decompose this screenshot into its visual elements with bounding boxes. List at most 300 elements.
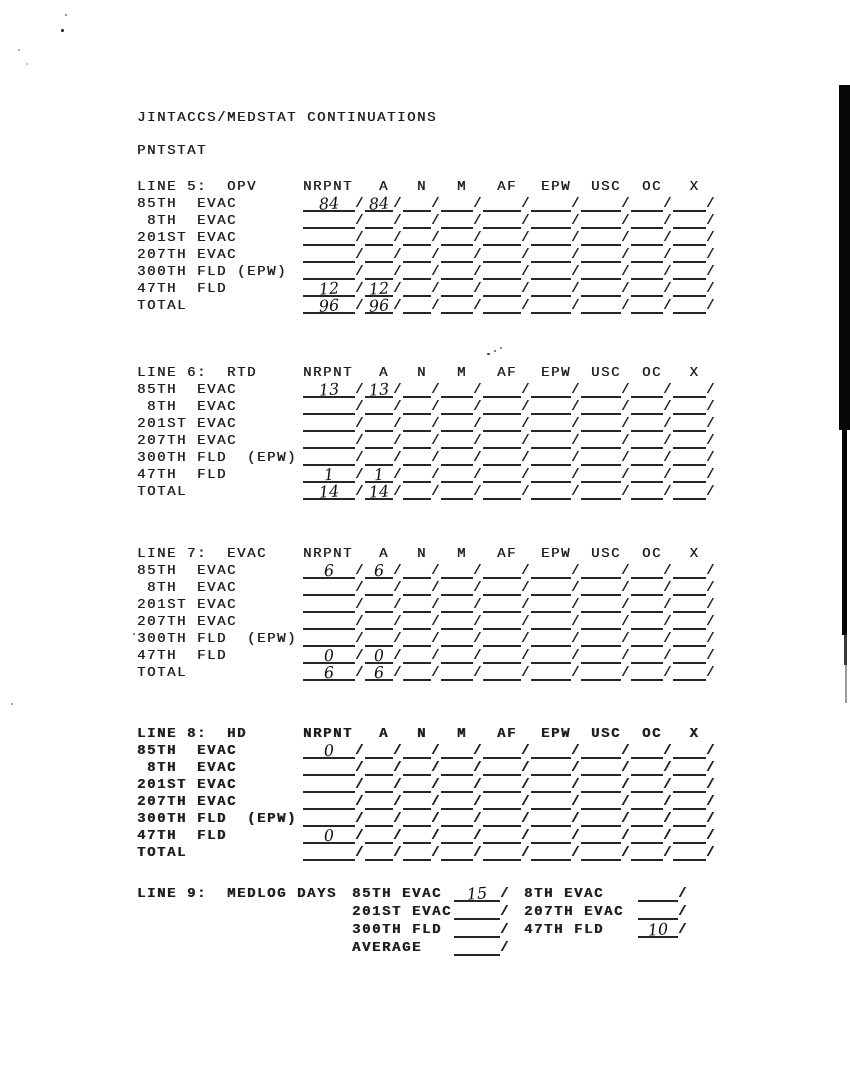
field-separator: / bbox=[621, 665, 632, 681]
field-separator: / bbox=[521, 433, 532, 449]
field-separator: / bbox=[393, 743, 404, 759]
field-separator: / bbox=[571, 811, 582, 827]
field-separator: / bbox=[521, 580, 532, 596]
field-separator: / bbox=[393, 264, 404, 280]
field-separator: / bbox=[678, 922, 689, 938]
field-separator: / bbox=[571, 281, 582, 297]
field-separator: / bbox=[621, 777, 632, 793]
field-separator: / bbox=[393, 213, 404, 229]
field-cell bbox=[631, 246, 663, 263]
table-row bbox=[137, 432, 716, 449]
column-header-nrpnt: NRPNT bbox=[303, 546, 354, 562]
field-cell bbox=[441, 483, 473, 500]
field-cell bbox=[673, 664, 706, 681]
field-separator: / bbox=[473, 743, 484, 759]
column-header-epw: EPW bbox=[540, 179, 571, 195]
section-title: LINE 8: HD bbox=[137, 726, 248, 742]
field-separator: / bbox=[393, 648, 404, 664]
field-separator: / bbox=[571, 597, 582, 613]
field-cell bbox=[531, 466, 571, 483]
field-separator: / bbox=[393, 298, 404, 314]
field-separator: / bbox=[473, 597, 484, 613]
field-separator: / bbox=[431, 467, 442, 483]
row-label: 8TH EVAC bbox=[137, 580, 238, 596]
field-separator: / bbox=[355, 665, 366, 681]
row-label: 201ST EVAC bbox=[137, 416, 238, 432]
table-row bbox=[137, 647, 716, 664]
field-cell bbox=[365, 596, 393, 613]
field-separator: / bbox=[571, 743, 582, 759]
table-row bbox=[137, 263, 716, 280]
field-separator: / bbox=[621, 845, 632, 861]
handwritten-value: 0 bbox=[373, 645, 385, 666]
handwritten-value: 15 bbox=[466, 883, 488, 904]
field-cell bbox=[531, 246, 571, 263]
field-cell bbox=[531, 263, 571, 280]
field-separator: / bbox=[521, 247, 532, 263]
field-cell bbox=[531, 483, 571, 500]
field-separator: / bbox=[663, 264, 674, 280]
field-separator: / bbox=[663, 648, 674, 664]
field-cell bbox=[581, 432, 621, 449]
field-separator: / bbox=[473, 196, 484, 212]
field-cell bbox=[365, 263, 393, 280]
field-cell bbox=[631, 579, 663, 596]
field-separator: / bbox=[571, 484, 582, 500]
field-cell bbox=[531, 596, 571, 613]
field-cell bbox=[365, 562, 393, 579]
handwritten-value: 14 bbox=[318, 481, 340, 502]
field-cell bbox=[631, 613, 663, 630]
field-cell bbox=[483, 844, 521, 861]
field-cell bbox=[365, 432, 393, 449]
field-separator: / bbox=[571, 777, 582, 793]
field-separator: / bbox=[355, 433, 366, 449]
field-separator: / bbox=[521, 811, 532, 827]
column-header-nrpnt: NRPNT bbox=[303, 179, 354, 195]
field-cell bbox=[403, 297, 431, 314]
field-separator: / bbox=[621, 247, 632, 263]
field-cell bbox=[483, 630, 521, 647]
field-cell bbox=[441, 229, 473, 246]
field-separator: / bbox=[571, 399, 582, 415]
field-cell bbox=[403, 562, 431, 579]
field-separator: / bbox=[431, 247, 442, 263]
column-header-usc: USC bbox=[590, 726, 621, 742]
field-separator: / bbox=[473, 399, 484, 415]
row-label: 8TH EVAC bbox=[137, 399, 238, 415]
field-cell bbox=[441, 793, 473, 810]
field-separator: / bbox=[473, 580, 484, 596]
field-cell bbox=[303, 630, 355, 647]
field-cell bbox=[303, 579, 355, 596]
field-cell bbox=[303, 432, 355, 449]
field-cell bbox=[531, 742, 571, 759]
field-separator: / bbox=[706, 665, 717, 681]
field-cell bbox=[403, 844, 431, 861]
field-separator: / bbox=[393, 281, 404, 297]
field-cell bbox=[365, 664, 393, 681]
field-separator: / bbox=[431, 382, 442, 398]
field-separator: / bbox=[393, 433, 404, 449]
field-cell bbox=[441, 449, 473, 466]
field-separator: / bbox=[571, 665, 582, 681]
field-separator: / bbox=[621, 760, 632, 776]
field-separator: / bbox=[355, 845, 366, 861]
scan-speck bbox=[487, 353, 490, 355]
handwritten-value: 0 bbox=[323, 740, 335, 761]
field-cell bbox=[581, 562, 621, 579]
table-row bbox=[137, 562, 716, 579]
field-separator: / bbox=[663, 743, 674, 759]
field-separator: / bbox=[706, 467, 717, 483]
field-cell bbox=[483, 810, 521, 827]
field-separator: / bbox=[431, 213, 442, 229]
field-separator: / bbox=[571, 416, 582, 432]
field-separator: / bbox=[431, 281, 442, 297]
field-separator: / bbox=[706, 416, 717, 432]
field-cell bbox=[631, 398, 663, 415]
row-label: 47TH FLD bbox=[137, 467, 228, 483]
row-label: 300TH FLD (EPW) bbox=[137, 811, 298, 827]
field-separator: / bbox=[393, 399, 404, 415]
medlog-label: AVERAGE bbox=[352, 940, 423, 956]
field-cell bbox=[441, 596, 473, 613]
field-separator: / bbox=[393, 760, 404, 776]
field-separator: / bbox=[663, 450, 674, 466]
field-separator: / bbox=[706, 247, 717, 263]
field-separator: / bbox=[621, 794, 632, 810]
field-cell bbox=[483, 415, 521, 432]
field-separator: / bbox=[571, 828, 582, 844]
field-cell bbox=[483, 297, 521, 314]
field-separator: / bbox=[621, 230, 632, 246]
field-separator: / bbox=[473, 665, 484, 681]
field-separator: / bbox=[473, 247, 484, 263]
field-separator: / bbox=[355, 760, 366, 776]
field-separator: / bbox=[473, 794, 484, 810]
field-separator: / bbox=[621, 811, 632, 827]
field-cell bbox=[673, 844, 706, 861]
field-cell bbox=[403, 776, 431, 793]
field-separator: / bbox=[355, 416, 366, 432]
field-separator: / bbox=[521, 614, 532, 630]
table-row bbox=[137, 827, 716, 844]
table-row bbox=[137, 415, 716, 432]
field-separator: / bbox=[393, 580, 404, 596]
field-separator: / bbox=[393, 597, 404, 613]
field-cell bbox=[303, 664, 355, 681]
field-separator: / bbox=[706, 614, 717, 630]
field-cell bbox=[441, 195, 473, 212]
field-cell bbox=[303, 466, 355, 483]
medlog-row bbox=[137, 884, 688, 902]
field-separator: / bbox=[431, 760, 442, 776]
field-cell bbox=[303, 827, 355, 844]
table-row bbox=[137, 398, 716, 415]
field-separator: / bbox=[431, 563, 442, 579]
field-cell bbox=[483, 381, 521, 398]
column-header-x: X bbox=[689, 179, 700, 195]
field-cell bbox=[441, 381, 473, 398]
column-header-oc: OC bbox=[641, 179, 662, 195]
field-separator: / bbox=[431, 196, 442, 212]
field-cell bbox=[365, 776, 393, 793]
field-separator: / bbox=[706, 484, 717, 500]
column-header-n: N bbox=[416, 726, 427, 742]
field-cell bbox=[403, 280, 431, 297]
field-cell bbox=[531, 630, 571, 647]
field-separator: / bbox=[706, 580, 717, 596]
field-cell bbox=[441, 742, 473, 759]
field-cell bbox=[531, 613, 571, 630]
field-separator: / bbox=[706, 777, 717, 793]
field-separator: / bbox=[473, 230, 484, 246]
row-label: TOTAL bbox=[137, 845, 188, 861]
field-cell bbox=[673, 793, 706, 810]
field-cell bbox=[403, 432, 431, 449]
field-separator: / bbox=[355, 631, 366, 647]
field-cell bbox=[673, 449, 706, 466]
field-separator: / bbox=[473, 281, 484, 297]
field-cell bbox=[483, 664, 521, 681]
row-label: TOTAL bbox=[137, 298, 188, 314]
field-cell bbox=[403, 229, 431, 246]
field-cell bbox=[365, 381, 393, 398]
field-separator: / bbox=[473, 264, 484, 280]
field-cell bbox=[581, 664, 621, 681]
field-separator: / bbox=[571, 196, 582, 212]
field-separator: / bbox=[473, 213, 484, 229]
field-cell bbox=[673, 263, 706, 280]
field-cell bbox=[483, 793, 521, 810]
field-cell bbox=[673, 776, 706, 793]
field-cell bbox=[673, 759, 706, 776]
field-cell bbox=[531, 793, 571, 810]
field-separator: / bbox=[621, 196, 632, 212]
field-cell bbox=[403, 449, 431, 466]
field-separator: / bbox=[355, 811, 366, 827]
field-separator: / bbox=[521, 563, 532, 579]
field-separator: / bbox=[663, 563, 674, 579]
field-cell bbox=[581, 647, 621, 664]
field-separator: / bbox=[431, 794, 442, 810]
field-cell bbox=[581, 793, 621, 810]
handwritten-value: 84 bbox=[368, 193, 390, 214]
table-row bbox=[137, 466, 716, 483]
field-cell bbox=[531, 844, 571, 861]
field-separator: / bbox=[393, 777, 404, 793]
field-cell bbox=[365, 810, 393, 827]
field-cell bbox=[365, 844, 393, 861]
field-cell bbox=[673, 432, 706, 449]
table-row bbox=[137, 195, 716, 212]
handwritten-value: 96 bbox=[368, 295, 390, 316]
column-header-a: A bbox=[378, 546, 389, 562]
field-separator: / bbox=[473, 811, 484, 827]
field-cell bbox=[403, 398, 431, 415]
field-cell bbox=[581, 229, 621, 246]
line9-title: LINE 9: MEDLOG DAYS bbox=[137, 886, 338, 902]
field-separator: / bbox=[706, 648, 717, 664]
field-cell bbox=[483, 280, 521, 297]
field-separator: / bbox=[355, 777, 366, 793]
section-line-8 bbox=[137, 725, 716, 861]
handwritten-value: 84 bbox=[318, 193, 340, 214]
row-label: 8TH EVAC bbox=[137, 760, 238, 776]
field-cell bbox=[673, 466, 706, 483]
field-cell bbox=[303, 398, 355, 415]
field-cell bbox=[441, 297, 473, 314]
field-separator: / bbox=[500, 886, 511, 902]
field-cell bbox=[638, 903, 678, 920]
field-separator: / bbox=[355, 794, 366, 810]
column-header-x: X bbox=[689, 365, 700, 381]
field-cell bbox=[441, 212, 473, 229]
field-cell bbox=[365, 742, 393, 759]
handwritten-value: 13 bbox=[318, 379, 340, 400]
row-label: 85TH EVAC bbox=[137, 563, 238, 579]
field-cell bbox=[483, 246, 521, 263]
field-cell bbox=[631, 844, 663, 861]
field-separator: / bbox=[521, 399, 532, 415]
table-row bbox=[137, 664, 716, 681]
field-separator: / bbox=[355, 580, 366, 596]
scan-speck bbox=[494, 350, 496, 352]
column-header-epw: EPW bbox=[540, 546, 571, 562]
field-cell bbox=[303, 415, 355, 432]
field-separator: / bbox=[355, 213, 366, 229]
field-cell bbox=[673, 827, 706, 844]
field-cell bbox=[631, 466, 663, 483]
row-label: 201ST EVAC bbox=[137, 597, 238, 613]
page-title: JINTACCS/MEDSTAT CONTINUATIONS bbox=[137, 110, 438, 126]
field-cell bbox=[631, 647, 663, 664]
field-cell bbox=[631, 793, 663, 810]
field-cell bbox=[581, 810, 621, 827]
field-separator: / bbox=[706, 281, 717, 297]
field-cell bbox=[365, 466, 393, 483]
field-separator: / bbox=[663, 382, 674, 398]
column-header-x: X bbox=[689, 546, 700, 562]
field-cell bbox=[365, 449, 393, 466]
field-cell bbox=[303, 613, 355, 630]
field-separator: / bbox=[571, 467, 582, 483]
field-separator: / bbox=[706, 743, 717, 759]
field-cell bbox=[581, 263, 621, 280]
field-cell bbox=[581, 246, 621, 263]
field-cell bbox=[483, 647, 521, 664]
field-cell bbox=[483, 596, 521, 613]
scan-artifact-bar bbox=[844, 635, 847, 665]
field-cell bbox=[531, 280, 571, 297]
column-header-usc: USC bbox=[590, 546, 621, 562]
field-cell bbox=[631, 229, 663, 246]
field-separator: / bbox=[621, 648, 632, 664]
field-separator: / bbox=[663, 828, 674, 844]
field-separator: / bbox=[621, 433, 632, 449]
field-separator: / bbox=[431, 777, 442, 793]
field-cell bbox=[441, 613, 473, 630]
handwritten-value: 6 bbox=[323, 662, 335, 683]
field-cell bbox=[673, 297, 706, 314]
field-separator: / bbox=[473, 563, 484, 579]
row-label: 207TH EVAC bbox=[137, 794, 238, 810]
field-separator: / bbox=[521, 298, 532, 314]
medlog-row bbox=[137, 920, 688, 938]
field-separator: / bbox=[663, 777, 674, 793]
field-separator: / bbox=[393, 484, 404, 500]
field-cell bbox=[531, 398, 571, 415]
medlog-label: 85TH EVAC bbox=[352, 886, 443, 902]
field-cell bbox=[673, 415, 706, 432]
field-separator: / bbox=[431, 631, 442, 647]
column-header-usc: USC bbox=[590, 365, 621, 381]
field-cell bbox=[631, 263, 663, 280]
field-cell bbox=[673, 579, 706, 596]
table-row bbox=[137, 742, 716, 759]
field-cell bbox=[441, 280, 473, 297]
scan-speck bbox=[65, 14, 67, 16]
column-header-x: X bbox=[689, 726, 700, 742]
field-separator: / bbox=[571, 247, 582, 263]
field-cell bbox=[441, 562, 473, 579]
field-separator: / bbox=[431, 416, 442, 432]
row-label: 207TH EVAC bbox=[137, 433, 238, 449]
field-cell bbox=[531, 432, 571, 449]
field-cell bbox=[403, 381, 431, 398]
field-separator: / bbox=[500, 904, 511, 920]
field-separator: / bbox=[431, 264, 442, 280]
field-separator: / bbox=[571, 580, 582, 596]
field-cell bbox=[631, 432, 663, 449]
handwritten-value: 0 bbox=[323, 645, 335, 666]
medlog-label: 8TH EVAC bbox=[524, 886, 605, 902]
field-cell bbox=[631, 483, 663, 500]
field-separator: / bbox=[393, 563, 404, 579]
field-separator: / bbox=[706, 213, 717, 229]
field-separator: / bbox=[521, 845, 532, 861]
handwritten-value: 13 bbox=[368, 379, 390, 400]
field-cell bbox=[581, 449, 621, 466]
field-separator: / bbox=[521, 467, 532, 483]
field-cell bbox=[365, 647, 393, 664]
field-cell bbox=[631, 449, 663, 466]
field-cell bbox=[441, 827, 473, 844]
field-separator: / bbox=[473, 828, 484, 844]
field-cell bbox=[531, 562, 571, 579]
field-cell bbox=[531, 647, 571, 664]
table-row bbox=[137, 844, 716, 861]
field-separator: / bbox=[393, 196, 404, 212]
field-cell bbox=[631, 596, 663, 613]
field-separator: / bbox=[521, 213, 532, 229]
field-separator: / bbox=[473, 614, 484, 630]
field-cell bbox=[403, 759, 431, 776]
field-cell bbox=[441, 415, 473, 432]
scan-speck bbox=[26, 63, 28, 65]
field-cell bbox=[403, 195, 431, 212]
field-separator: / bbox=[473, 450, 484, 466]
field-cell bbox=[483, 759, 521, 776]
field-separator: / bbox=[473, 760, 484, 776]
field-separator: / bbox=[473, 845, 484, 861]
column-header-n: N bbox=[416, 546, 427, 562]
field-separator: / bbox=[621, 597, 632, 613]
column-header-n: N bbox=[416, 179, 427, 195]
field-separator: / bbox=[706, 399, 717, 415]
table-row bbox=[137, 297, 716, 314]
